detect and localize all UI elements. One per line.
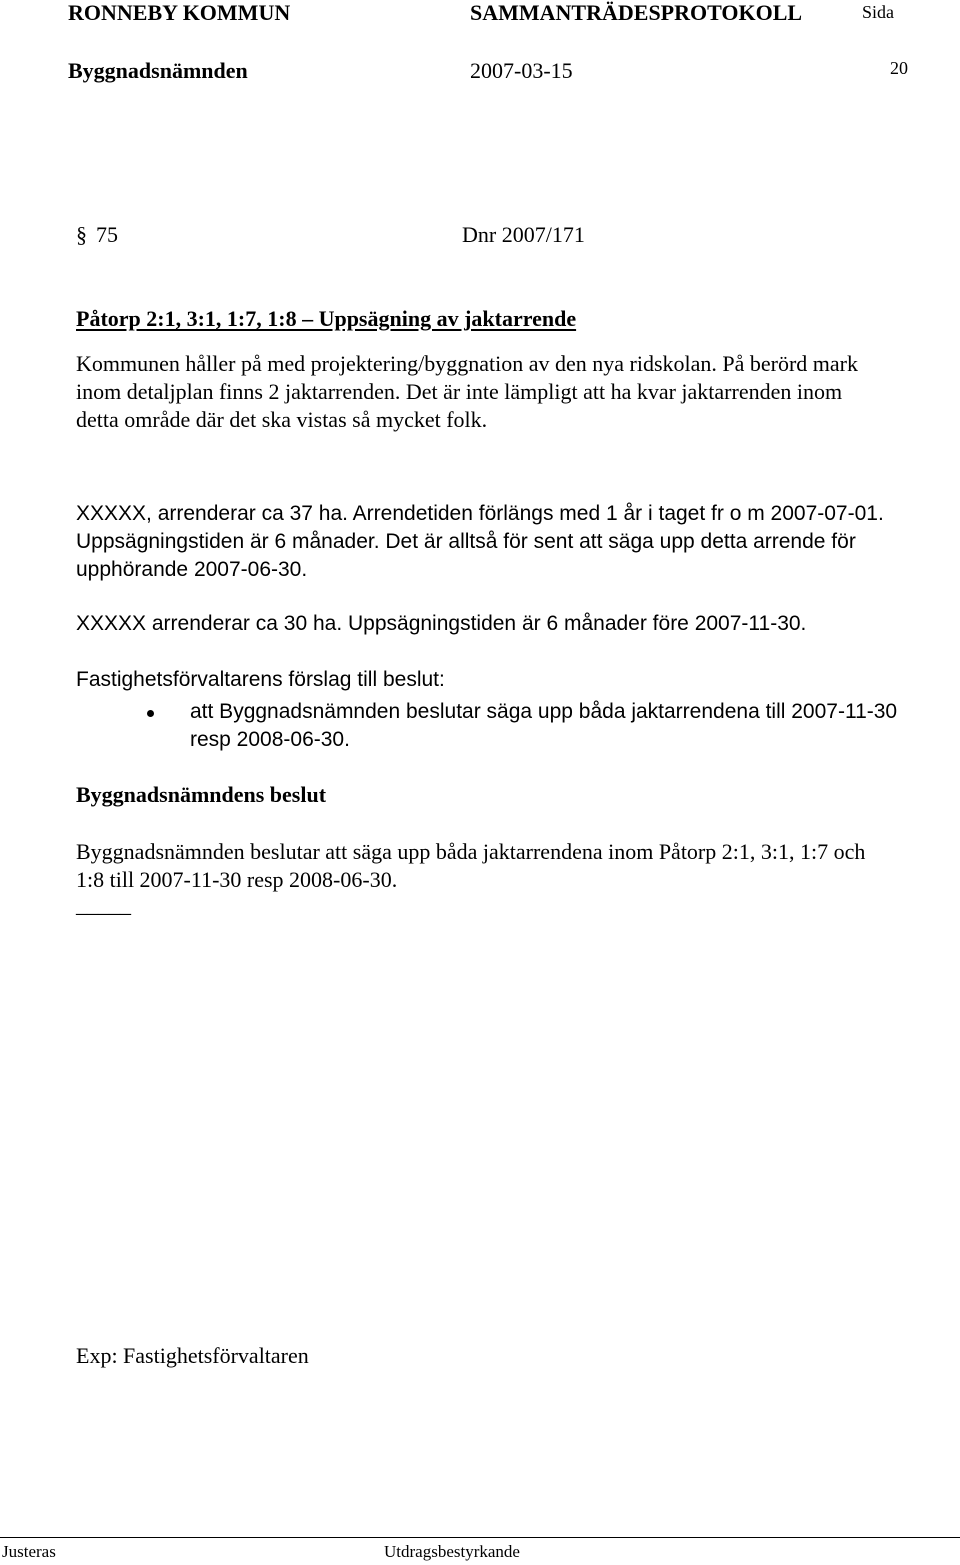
municipality-name: RONNEBY KOMMUN [68,0,291,25]
page-label: Sida [862,2,895,22]
proposal-line: resp 2008-06-30. [190,728,350,751]
intro-line: inom detaljplan finns 2 jaktarrenden. Det är inte lämpligt att ha kvar jaktarrenden inom [76,379,843,404]
case-dnr: Dnr 2007/171 [462,222,585,247]
decision-line: 1:8 till 2007-11-30 resp 2008-06-30. [76,867,398,892]
footer-divider [0,1537,960,1538]
decision-paragraph [76,838,865,894]
lease-one-paragraph [76,500,884,584]
lease-one-line: Uppsägningstiden är 6 månader. Det är alltså för sent att säga upp detta arrende för [76,530,856,553]
decision-line: Byggnadsnämnden beslutar att säga upp båda jaktarrendena inom Påtorp 2:1, 3:1, 1:7 och [76,839,866,864]
proposal-item [190,698,897,754]
footer-justeras: Justeras [2,1542,56,1561]
committee-name: Byggnadsnämnden [68,58,248,83]
end-mark: _____ [76,892,131,917]
bullet-icon [147,710,154,717]
document-type: SAMMANTRÄDESPROTOKOLL [470,0,803,25]
decision-heading: Byggnadsnämndens beslut [76,782,327,807]
intro-line: detta område där det ska vistas så mycket folk. [76,407,488,432]
intro-line: Kommunen håller på med projektering/byggnation av den nya ridskolan. På berörd mark [76,351,859,376]
lease-one-line: XXXXX, arrenderar ca 37 ha. Arrendetiden förlängs med 1 år i taget fr o m 2007-07-01. [76,502,884,525]
proposal-heading: Fastighetsförvaltarens förslag till beslut: [76,668,445,691]
lease-one-line: upphörande 2007-06-30. [76,558,308,581]
intro-paragraph [76,350,858,434]
footer-utdragsbestyrkande: Utdragsbestyrkande [384,1542,520,1561]
paragraph-number: 75 [96,222,118,247]
case-title: Påtorp 2:1, 3:1, 1:7, 1:8 – Uppsägning av jaktarrende [76,306,577,331]
proposal-line: att Byggnadsnämnden beslutar säga upp båda jaktarrendena till 2007-11-30 [190,700,898,723]
lease-two-paragraph: XXXXX arrenderar ca 30 ha. Uppsägningstiden är 6 månader före 2007-11-30. [76,612,807,635]
page-number: 20 [890,58,908,78]
paragraph-symbol: § [76,222,87,247]
meeting-date: 2007-03-15 [470,58,573,83]
expedition-line: Exp: Fastighetsförvaltaren [76,1343,309,1368]
